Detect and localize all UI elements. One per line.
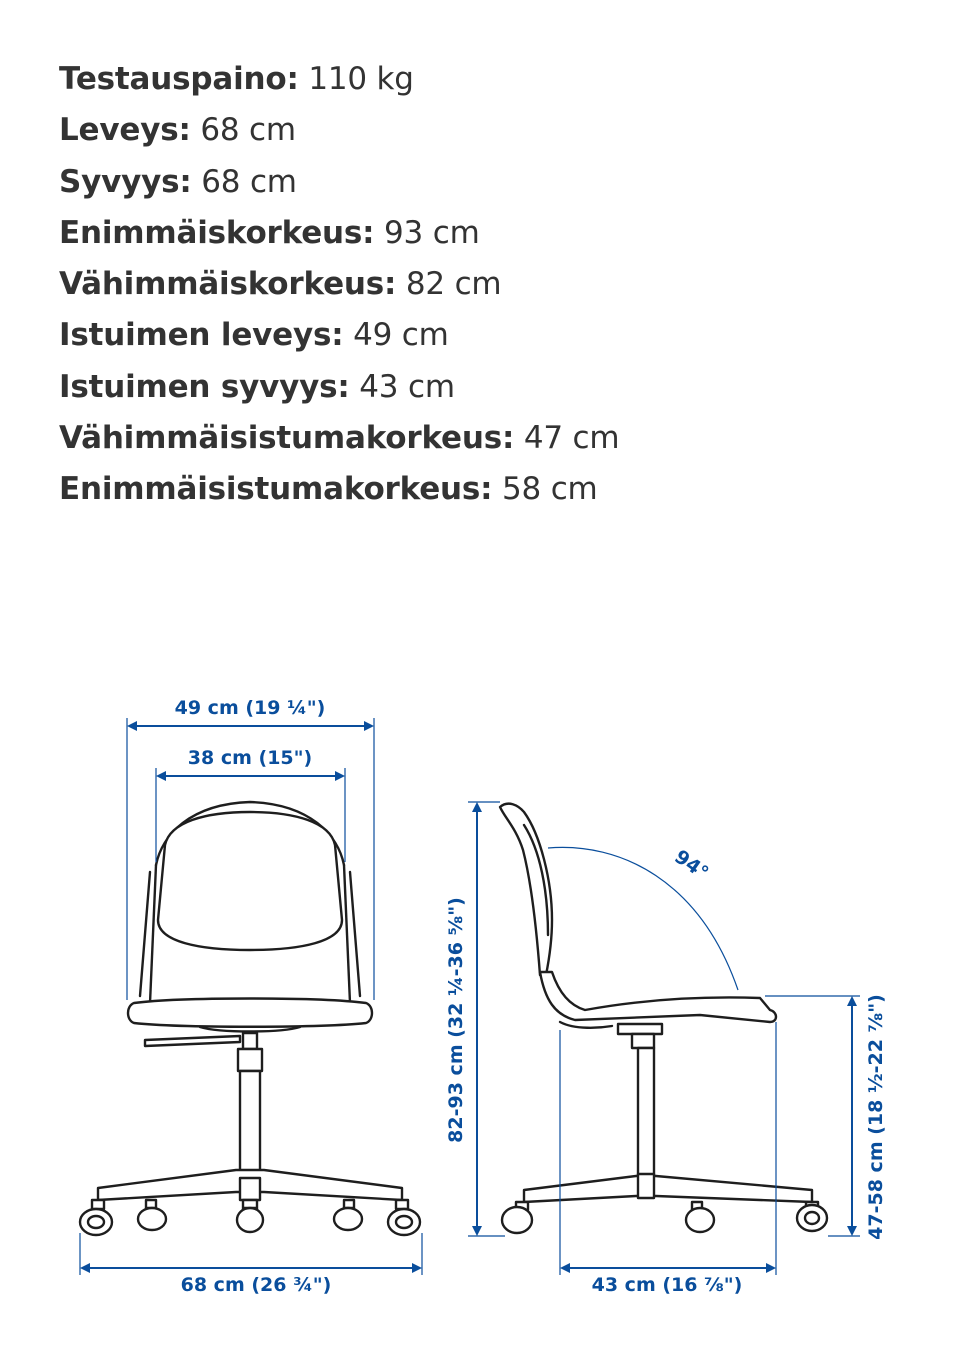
spec-label: Enimmäiskorkeus: <box>59 214 375 251</box>
side-seat <box>540 972 776 1022</box>
frame-left-leg <box>150 865 156 1003</box>
side-base-hub <box>638 1174 654 1198</box>
overall-height-label: 82-93 cm (32 ¼-36 ⅝") <box>445 897 467 1143</box>
spec-value: 58 cm <box>502 471 598 508</box>
spec-value: 68 cm <box>201 163 297 200</box>
side-view-chair <box>500 804 827 1233</box>
side-caster-wheels <box>502 1202 827 1233</box>
backrest-shell <box>158 812 342 950</box>
seat-width-label: 49 cm (19 ¼") <box>174 697 326 719</box>
gas-column <box>240 1071 260 1181</box>
spec-label: Istuimen leveys: <box>59 317 344 354</box>
seat-height-label: 47-58 cm (18 ½-22 ⅞") <box>865 994 887 1240</box>
column-collar <box>238 1049 262 1071</box>
spec-value: 47 cm <box>523 420 620 457</box>
side-mechanism <box>618 1024 662 1034</box>
side-line-right <box>350 872 360 996</box>
frame-right-leg <box>344 865 350 1003</box>
side-star-base <box>524 1176 812 1202</box>
seat <box>128 999 372 1027</box>
spec-label: Leveys: <box>59 112 191 149</box>
column-top <box>243 1033 257 1049</box>
side-seat-underside <box>560 1022 612 1028</box>
dimension-seat-depth <box>560 1022 776 1296</box>
spec-label: Vähimmäiskorkeus: <box>59 266 397 303</box>
spec-label: Vähimmäisistumakorkeus: <box>59 420 515 457</box>
spec-value: 68 cm <box>200 112 296 149</box>
seat-depth-label: 43 cm (16 ⅞") <box>591 1274 743 1296</box>
base-width-label: 68 cm (26 ¾") <box>180 1274 332 1296</box>
dimension-base-width <box>80 1233 422 1296</box>
side-column-collar <box>632 1034 654 1048</box>
spec-label: Syvyys: <box>59 163 192 200</box>
spec-label: Istuimen syvyys: <box>59 368 350 405</box>
height-lever <box>145 1036 240 1046</box>
side-line-left <box>140 872 150 996</box>
spec-label: Enimmäisistumakorkeus: <box>59 471 493 508</box>
front-view-chair <box>80 802 420 1235</box>
dimension-overall-height <box>445 802 505 1236</box>
base-hub <box>240 1178 260 1200</box>
side-gas-column <box>638 1048 654 1176</box>
dimension-seat-height <box>765 994 887 1240</box>
angle-label: 94° <box>670 845 713 885</box>
dimension-backrest-angle <box>548 846 738 990</box>
spec-label: Testauspaino: <box>59 61 299 97</box>
spec-value: 82 cm <box>405 266 502 303</box>
spec-value: 43 cm <box>359 368 455 405</box>
spec-value: 93 cm <box>384 214 480 251</box>
spec-value: 49 cm <box>353 317 449 354</box>
back-width-label: 38 cm (15") <box>187 747 313 769</box>
spec-value: 110 kg <box>308 61 414 97</box>
